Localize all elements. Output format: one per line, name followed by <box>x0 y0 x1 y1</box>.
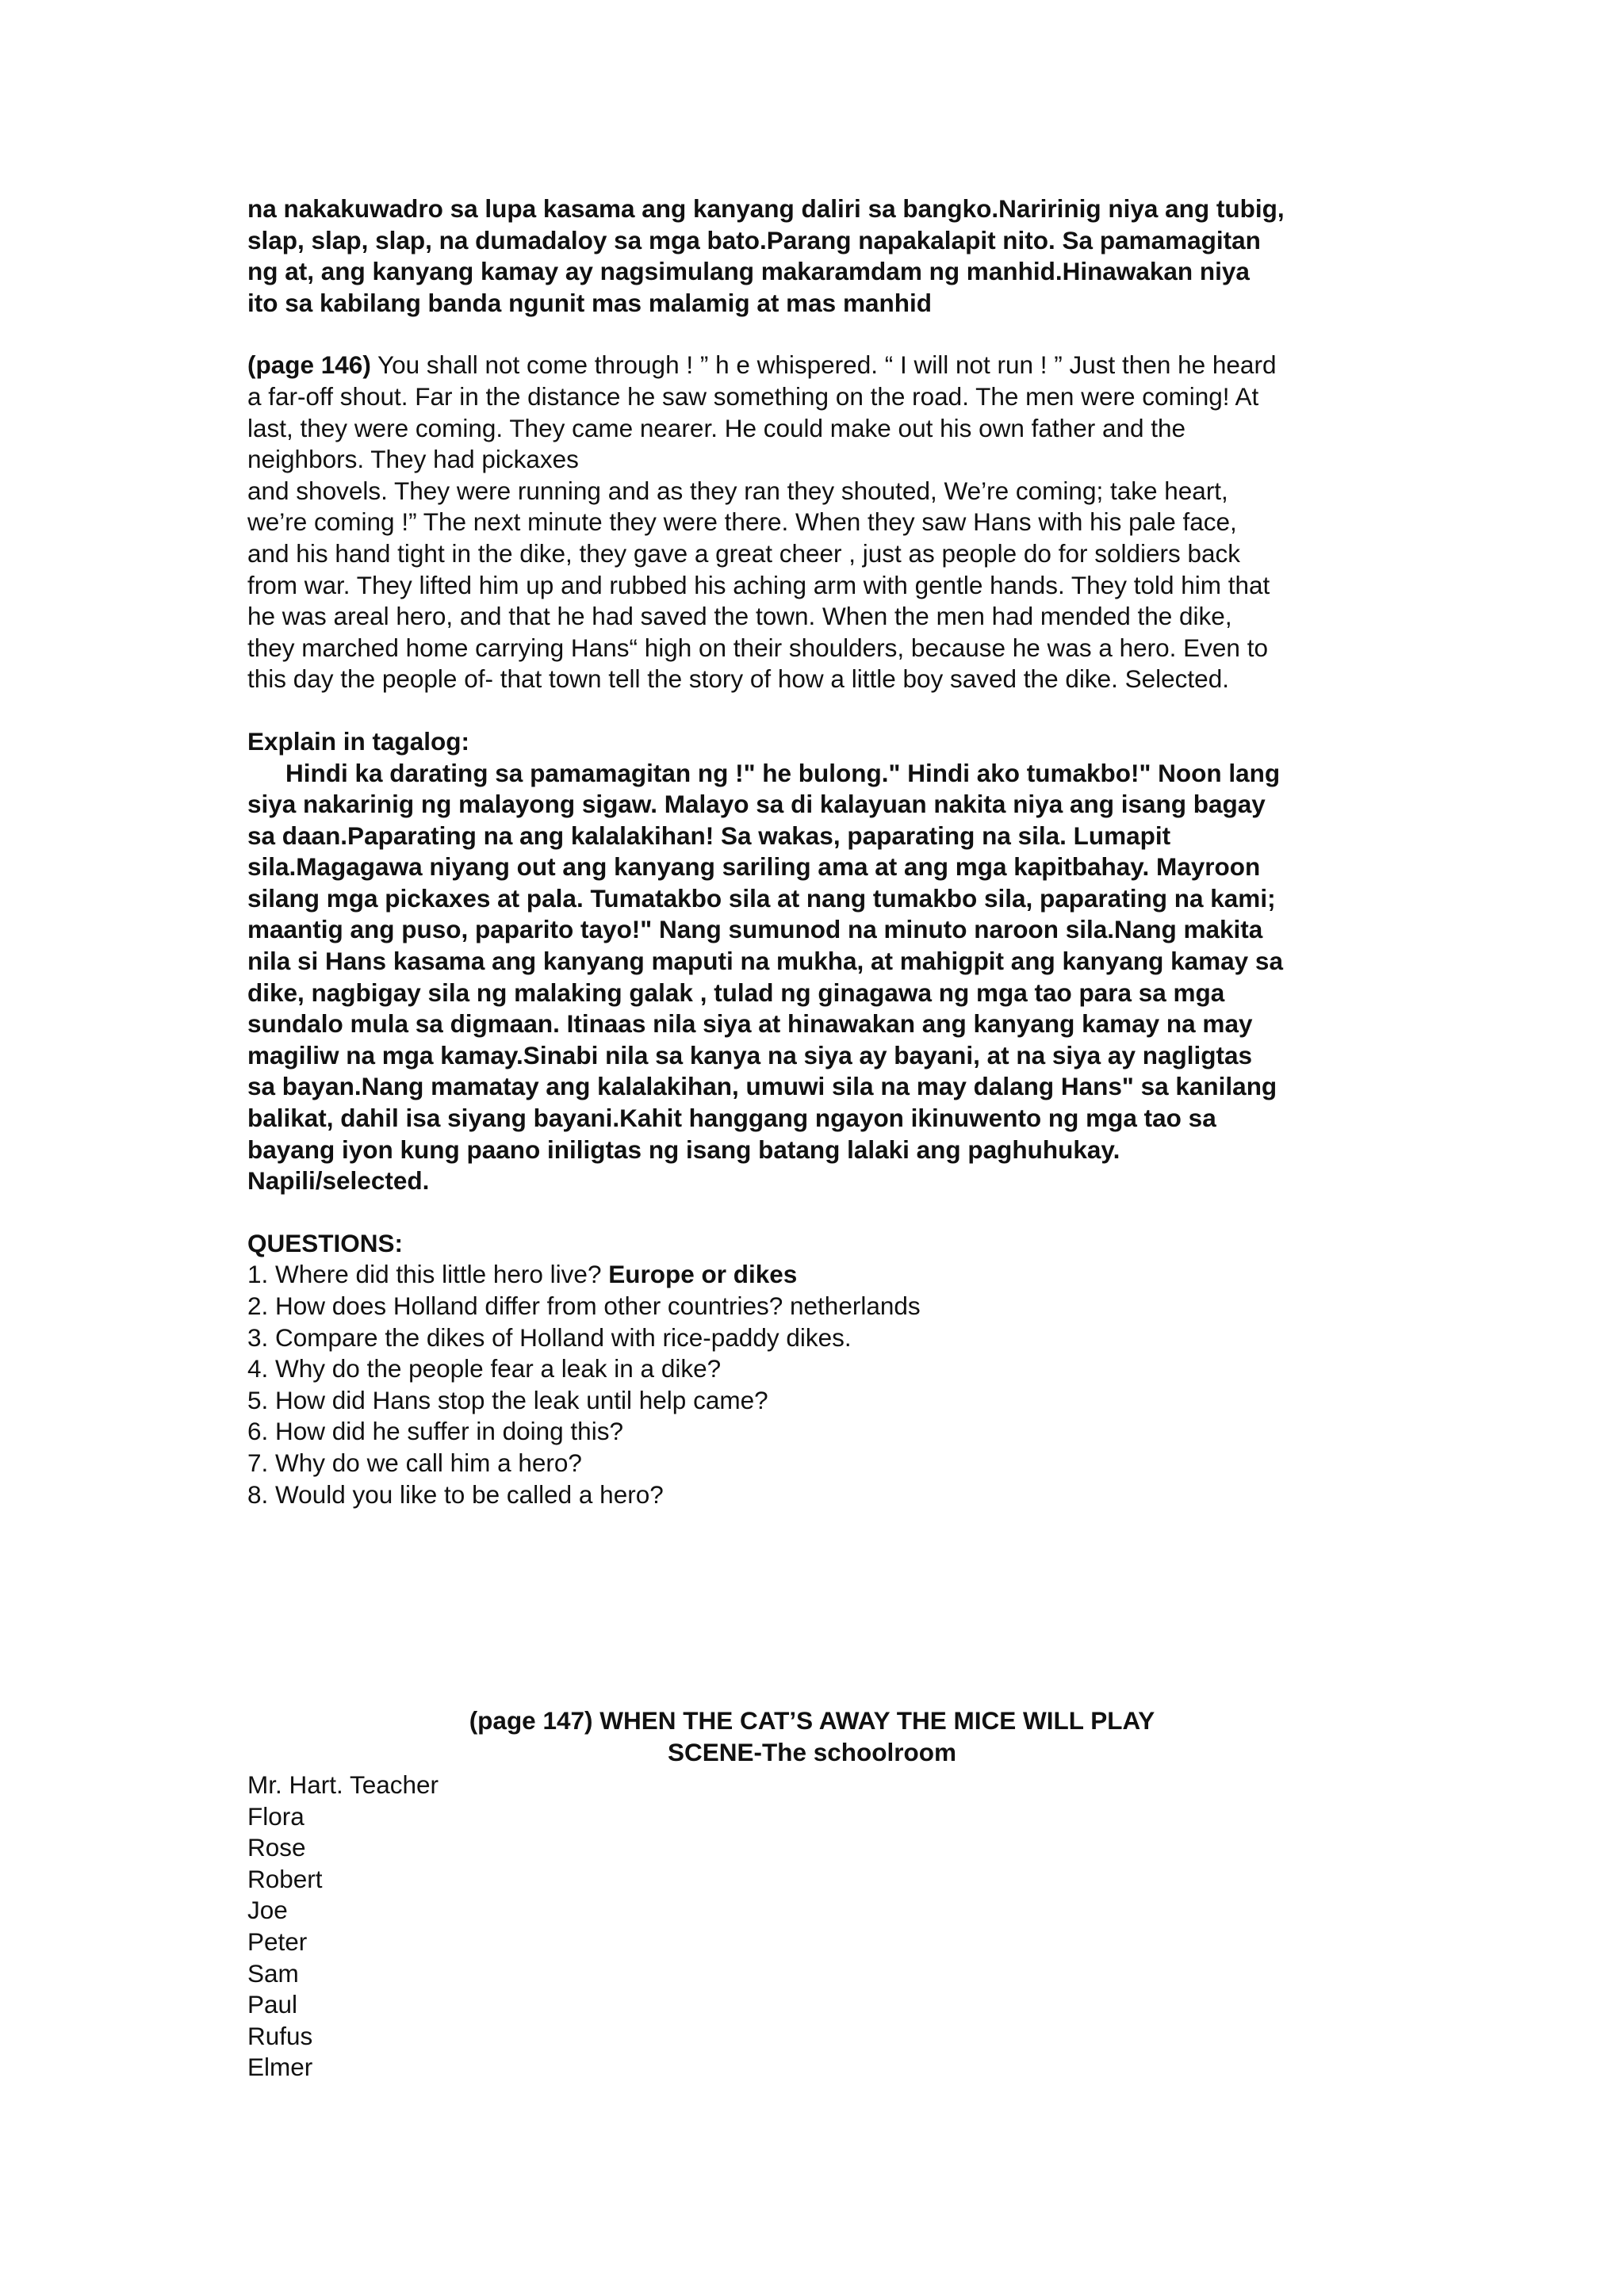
section-heading: Explain in tagalog: <box>247 726 470 756</box>
text-line: last, they were coming. They came nearer. He could make out his own father and the <box>247 413 1186 442</box>
text-line: a far-off shout. Far in the distance he saw something on the road. The men were coming! At <box>247 381 1259 411</box>
play-scene: SCENE-The schoolroom <box>667 1738 957 1766</box>
text-line: and his hand tight in the dike, they gave a great cheer , just as people do for soldiers back <box>247 538 1241 568</box>
question-text: 2. How does Holland differ from other countries? netherlands <box>247 1292 921 1320</box>
text-line: they marched home carrying Hans“ high on their shoulders, because he was a hero. Even to <box>247 633 1268 662</box>
question-list <box>247 1259 1397 1510</box>
document-body <box>247 193 1397 1510</box>
cast-member: Robert <box>247 1864 323 1893</box>
text-line: silang mga pickaxes at pala. Tumatakbo sila at nang tumakbo sila, paparating na kami; <box>247 883 1276 913</box>
text-line: neighbors. They had pickaxes <box>247 445 579 474</box>
question-item <box>247 1353 1397 1385</box>
question-text: 8. Would you like to be called a hero? <box>247 1479 664 1509</box>
cast-list <box>247 1770 439 2084</box>
text-line: dike, nagbigay sila ng malaking galak , tulad ng ginagawa ng mga tao para sa mga <box>247 978 1225 1007</box>
text-line: from war. They lifted him up and rubbed his aching arm with gentle hands. They told him that <box>247 570 1270 599</box>
text-line: Napili/selected. <box>247 1166 430 1196</box>
cast-member: Mr. Hart. Teacher <box>247 1770 439 1799</box>
cast-member: Sam <box>247 1958 299 1988</box>
text-line: sila.Magagawa niyang out ang kanyang sariling ama at ang mga kapitbahay. Mayroon <box>247 852 1261 882</box>
question-text: 7. Why do we call him a hero? <box>247 1448 582 1477</box>
question-item <box>247 1322 1397 1354</box>
question-item <box>247 1479 1397 1511</box>
text-line: ng at, ang kanyang kamay ay nagsimulang makaramdam ng manhid.Hinawakan niya <box>247 257 1250 286</box>
text-line: siya nakarinig ng malayong sigaw. Malayo sa di kalayuan nakita niya ang isang bagay <box>247 790 1266 819</box>
cast-member: Elmer <box>247 2053 313 2082</box>
paragraph-gap <box>247 319 1397 350</box>
question-text: 5. How did Hans stop the leak until help came? <box>247 1385 768 1414</box>
question-text: 1. Where did this little hero live? <box>247 1260 609 1289</box>
text-line: Hindi ka darating sa pamamagitan ng !" he bulong." Hindi ako tumakbo!" Noon lang <box>285 758 1281 787</box>
section-heading: QUESTIONS: <box>247 1228 404 1257</box>
text-line: sa daan.Paparating na ang kalalakihan! Sa wakas, paparating na sila. Lumapit <box>247 821 1171 850</box>
explain-section <box>247 726 1397 1197</box>
tagalog-intro-paragraph <box>247 193 1397 319</box>
text-line <box>247 350 1397 381</box>
text-line: sa bayan.Nang mamatay ang kalalakihan, umuwi sila na may dalang Hans" sa kanilang <box>247 1072 1277 1101</box>
question-text: 3. Compare the dikes of Holland with rice-paddy dikes. <box>247 1322 852 1352</box>
question-text: 6. How did he suffer in doing this? <box>247 1417 623 1446</box>
cast-member: Rufus <box>247 2021 313 2050</box>
question-text: 4. Why do the people fear a leak in a dike? <box>247 1354 722 1383</box>
cast-member: Paul <box>247 1990 298 2019</box>
text-line: magiliw na mga kamay.Sinabi nila sa kanya na siya ay bayani, at na siya ay nagligtas <box>247 1040 1252 1070</box>
text-line: nila si Hans kasama ang kanyang maputi na mukha, at mahigpit ang kanyang kamay sa <box>247 947 1283 976</box>
page-reference: (page 146) <box>247 350 371 380</box>
paragraph-gap <box>247 1197 1397 1228</box>
text-line: he was areal hero, and that he had saved the town. When the men had mended the dike, <box>247 602 1232 631</box>
text-line: na nakakuwadro sa lupa kasama ang kanyang daliri sa bangko.Naririnig niya ang tubig, <box>247 194 1285 223</box>
play-heading <box>0 1705 1624 1768</box>
text-line: and shovels. They were running and as they ran they shouted, We’re coming; take heart, <box>247 476 1228 505</box>
question-answer: Europe or dikes <box>608 1260 798 1289</box>
text-line: we’re coming !” The next minute they were there. When they saw Hans with his pale face, <box>247 507 1237 537</box>
text-line: slap, slap, slap, na dumadaloy sa mga bato.Parang napakalapit nito. Sa pamamagitan <box>247 225 1261 254</box>
cast-member: Peter <box>247 1927 308 1956</box>
questions-section <box>247 1228 1397 1510</box>
cast-member: Flora <box>247 1801 304 1831</box>
cast-member: Rose <box>247 1833 306 1862</box>
story-paragraph <box>247 350 1397 695</box>
question-item <box>247 1291 1397 1322</box>
play-title: (page 147) WHEN THE CAT’S AWAY THE MICE WILL PLAY <box>469 1706 1155 1735</box>
paragraph-gap <box>247 695 1397 726</box>
text-line: this day the people of- that town tell the story of how a little boy saved the dike. Selected. <box>247 664 1229 694</box>
text-line-content: You shall not come through ! ” h e whispered. “ I will not run ! ” Just then he heard <box>370 350 1277 380</box>
cast-member: Joe <box>247 1896 288 1925</box>
question-item <box>247 1259 1397 1291</box>
question-item <box>247 1448 1397 1479</box>
text-line: bayang iyon kung paano iniligtas ng isang batang lalaki ang paghuhukay. <box>247 1135 1120 1164</box>
question-item <box>247 1416 1397 1448</box>
text-line: ito sa kabilang banda ngunit mas malamig at mas manhid <box>247 288 932 317</box>
text-line: maantig ang puso, paparito tayo!" Nang sumunod na minuto naroon sila.Nang makita <box>247 915 1263 944</box>
text-line: balikat, dahil isa siyang bayani.Kahit hanggang ngayon ikinuwento ng mga tao sa <box>247 1104 1216 1133</box>
question-item <box>247 1385 1397 1417</box>
text-line: sundalo mula sa digmaan. Itinaas nila siya at hinawakan ang kanyang kamay na may <box>247 1009 1253 1039</box>
